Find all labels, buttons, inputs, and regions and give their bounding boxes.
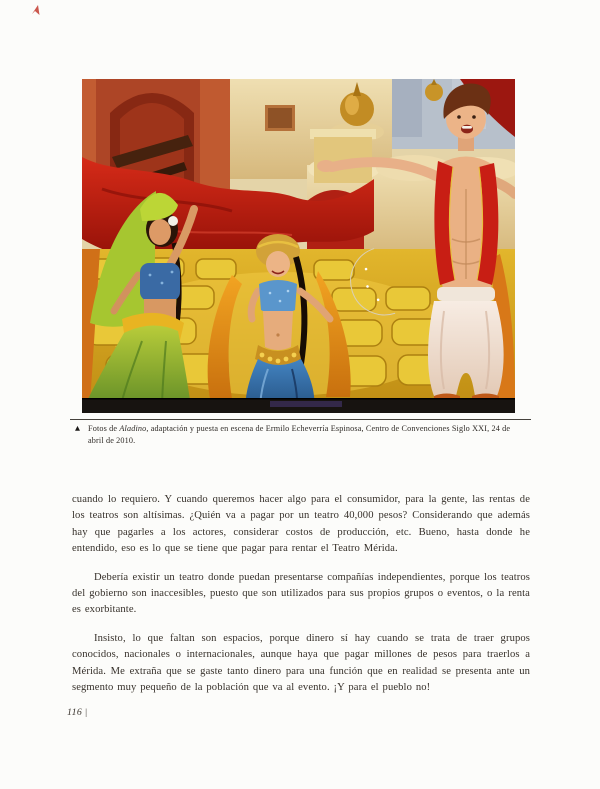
- triangle-marker-icon: ▲: [75, 424, 80, 432]
- production-photo: [82, 79, 515, 413]
- page-number-bar: |: [85, 707, 88, 718]
- caption-divider: [70, 419, 531, 420]
- caption-prefix: Fotos de: [88, 424, 120, 433]
- page-number-value: 116: [67, 707, 83, 718]
- caption-work-title: Aladino: [119, 424, 147, 433]
- stage-scene: [82, 79, 515, 413]
- body-paragraph: Debería existir un teatro donde puedan presentarse compañías independientes, porque los teatros del gobierno son inaccesibles, puesto que son utilizados para sus propios grupos o eventos, o la renta es exorbitante.: [72, 571, 530, 616]
- caption-suffix: , adaptación y puesta en escena de Ermilo Echeverría Espinosa, Centro de Convenciones Siglo XXI, 24 de abril de 2010.: [88, 424, 511, 445]
- body-paragraph: cuando lo requiero. Y cuando queremos hacer algo para el consumidor, para la gente, las rentas de los teatros son altísimas. ¿Quién va a pagar por un teatro 40,000 pesos? Considerando que además hay que pagarles a los actores, considerar costos de producción, etc. Bueno, hasta donde he entendido, eso es lo que se tiene que pagar para rentar el Teatro Mérida.: [72, 494, 530, 555]
- body-paragraph: Insisto, lo que faltan son espacios, porque dinero sí hay cuando se trata de traer grupos conocidos, nacionales o internacionales, aunque haya que pagar millones de pesos para traerlos a Mérida. Me extraña que se gaste tanto dinero para una función que en realidad se presenta ante un segmento muy pequeño de la población que va al evento. ¡Y para el pueblo no!: [72, 632, 530, 694]
- red-pen-mark-icon: [29, 3, 43, 17]
- photo-caption-text: [88, 423, 527, 446]
- body-text: [72, 492, 530, 696]
- page-number: [67, 707, 88, 718]
- photo-caption: [75, 423, 527, 446]
- stage-edge: [82, 398, 515, 413]
